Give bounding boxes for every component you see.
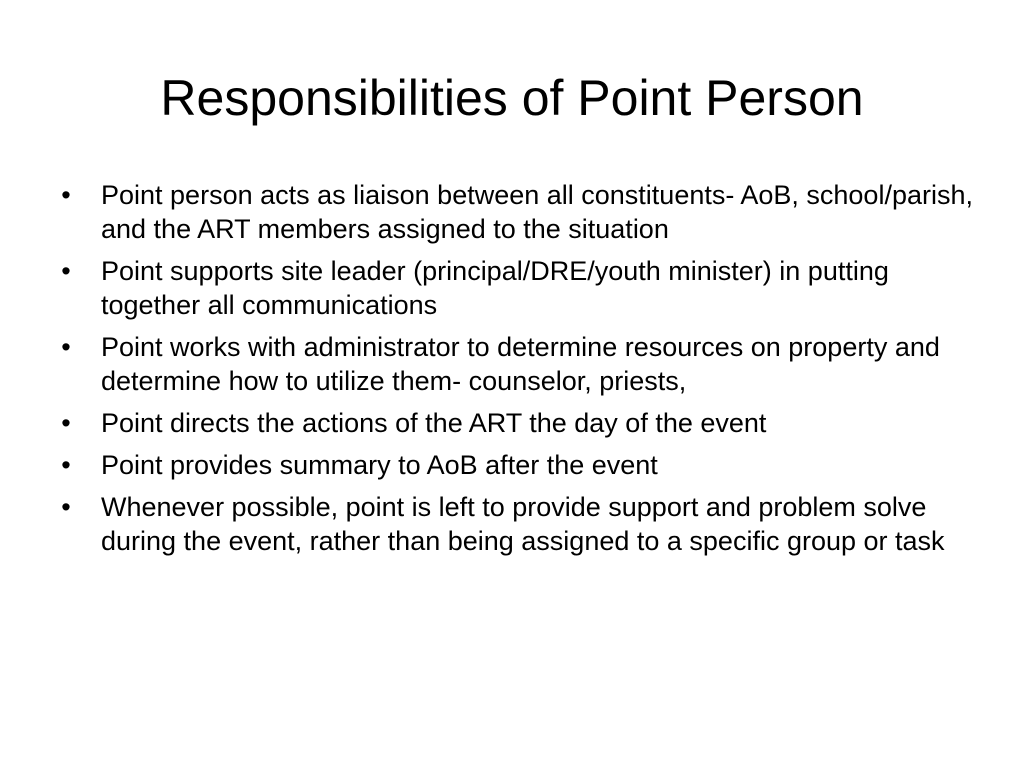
bullet-icon: • [61, 450, 71, 480]
bullet-text: Point provides summary to AoB after the event [101, 450, 658, 480]
bullet-item-resources [56, 330, 976, 398]
bullet-text: Point works with administrator to determine resources on property and determine how to utilize them- counselor, priests, [101, 332, 940, 396]
bullet-text: Point directs the actions of the ART the day of the event [101, 408, 767, 438]
bullet-text: Point supports site leader (principal/DRE/youth minister) in putting together all communications [101, 256, 889, 320]
bullet-item-directs-art [56, 406, 976, 440]
bullet-item-support [56, 490, 976, 558]
bullet-icon: • [61, 492, 71, 522]
bullet-icon: • [61, 332, 71, 362]
bullet-icon: • [61, 256, 71, 286]
bullet-item-liaison [56, 178, 976, 246]
bullet-item-site-leader [56, 254, 976, 322]
bullet-icon: • [61, 408, 71, 438]
bullet-text: Whenever possible, point is left to provide support and problem solve during the event, rather than being assigned to a specific group or task [101, 492, 945, 556]
bullet-text: Point person acts as liaison between all constituents- AoB, school/parish, and the ART members assigned to the situation [101, 180, 973, 244]
slide-title: Responsibilities of Point Person [160, 70, 864, 126]
bullet-icon: • [61, 180, 71, 210]
bullet-item-summary [56, 448, 976, 482]
bullet-list [56, 178, 976, 566]
